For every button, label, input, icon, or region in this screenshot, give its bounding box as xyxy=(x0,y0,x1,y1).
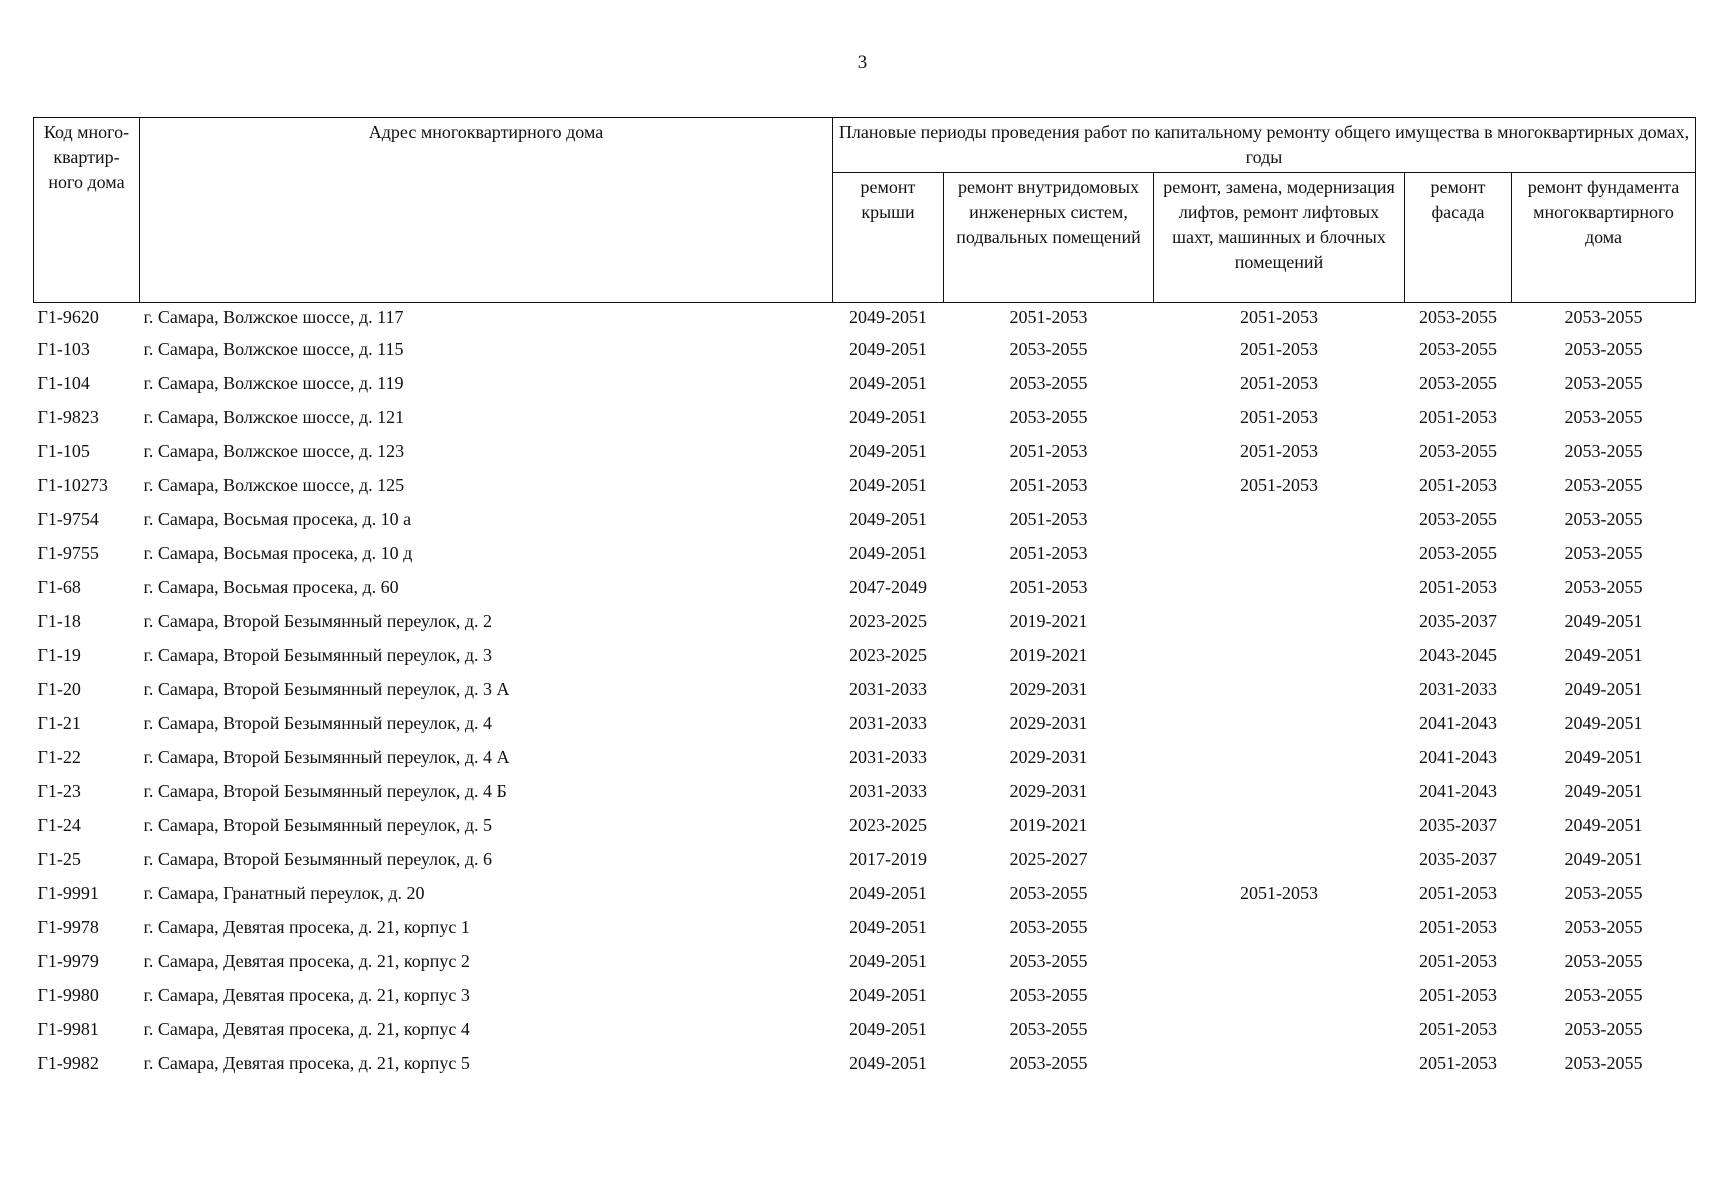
cell-address: г. Самара, Волжское шоссе, д. 125 xyxy=(143,475,405,495)
cell-roof: 2031-2033 xyxy=(849,679,927,699)
cell-facade: 2051-2053 xyxy=(1419,475,1497,495)
table-row xyxy=(34,507,1696,541)
cell-systems: 2029-2031 xyxy=(1009,747,1088,767)
cell-address: г. Самара, Девятая просека, д. 21, корпус 3 xyxy=(143,985,470,1005)
cell-lifts xyxy=(1154,507,1405,541)
cell-lifts: 2051-2053 xyxy=(1240,307,1318,327)
cell-lifts: 2051-2053 xyxy=(1240,373,1318,393)
cell-roof: 2049-2051 xyxy=(849,883,927,903)
header-address: Адрес многоквартирного дома xyxy=(140,118,833,303)
cell-address: г. Самара, Девятая просека, д. 21, корпус 2 xyxy=(143,951,470,971)
cell-address: г. Самара, Второй Безымянный переулок, д. 3 xyxy=(143,645,493,665)
cell-code: Г1-105 xyxy=(37,441,90,461)
cell-foundation: 2049-2051 xyxy=(1564,747,1643,767)
cell-facade: 2051-2053 xyxy=(1419,917,1497,937)
cell-facade: 2035-2037 xyxy=(1419,849,1497,869)
cell-code: Г1-24 xyxy=(37,815,81,835)
cell-address: г. Самара, Второй Безымянный переулок, д. 4 xyxy=(143,713,493,733)
cell-code: Г1-9982 xyxy=(37,1053,99,1073)
cell-roof: 2049-2051 xyxy=(849,509,927,529)
cell-roof: 2023-2025 xyxy=(849,645,927,665)
table-row xyxy=(34,473,1696,507)
table-row xyxy=(34,439,1696,473)
cell-roof: 2049-2051 xyxy=(849,407,927,427)
table-header xyxy=(34,118,1696,303)
cell-roof: 2049-2051 xyxy=(849,985,927,1005)
cell-facade: 2053-2055 xyxy=(1419,373,1497,393)
cell-roof: 2049-2051 xyxy=(849,951,927,971)
page-number: 3 xyxy=(857,52,868,73)
table-row xyxy=(34,303,1696,338)
cell-roof: 2049-2051 xyxy=(849,441,927,461)
cell-systems: 2053-2055 xyxy=(1009,883,1088,903)
cell-address: г. Самара, Второй Безымянный переулок, д. 6 xyxy=(143,849,493,869)
cell-systems: 2051-2053 xyxy=(1009,307,1088,327)
cell-code: Г1-68 xyxy=(37,577,81,597)
cell-systems: 2051-2053 xyxy=(1009,509,1088,529)
cell-systems: 2053-2055 xyxy=(1009,339,1088,359)
table-row xyxy=(34,745,1696,779)
table-row xyxy=(34,847,1696,881)
cell-code: Г1-9979 xyxy=(37,951,99,971)
cell-lifts: 2051-2053 xyxy=(1240,475,1318,495)
cell-systems: 2053-2055 xyxy=(1009,917,1088,937)
table-row xyxy=(34,1051,1696,1085)
cell-systems: 2019-2021 xyxy=(1009,611,1088,631)
cell-foundation: 2049-2051 xyxy=(1564,611,1643,631)
cell-foundation: 2049-2051 xyxy=(1564,679,1643,699)
cell-lifts xyxy=(1154,983,1405,1017)
cell-facade: 2035-2037 xyxy=(1419,611,1497,631)
cell-foundation: 2053-2055 xyxy=(1564,1053,1643,1073)
cell-address: г. Самара, Второй Безымянный переулок, д. 3 А xyxy=(143,679,510,699)
cell-foundation: 2053-2055 xyxy=(1564,951,1643,971)
cell-lifts xyxy=(1154,1017,1405,1051)
cell-facade: 2053-2055 xyxy=(1419,509,1497,529)
table-row xyxy=(34,609,1696,643)
cell-foundation: 2053-2055 xyxy=(1564,577,1643,597)
cell-code: Г1-9980 xyxy=(37,985,99,1005)
table-row xyxy=(34,405,1696,439)
cell-lifts xyxy=(1154,711,1405,745)
header-foundation: ремонт фундамента многоквартирного дома xyxy=(1512,173,1696,303)
cell-systems: 2025-2027 xyxy=(1009,849,1088,869)
table-body xyxy=(34,303,1696,1086)
header-roof: ремонт крыши xyxy=(833,173,944,303)
cell-lifts xyxy=(1154,575,1405,609)
cell-code: Г1-9754 xyxy=(37,509,99,529)
cell-systems: 2051-2053 xyxy=(1009,441,1088,461)
cell-systems: 2051-2053 xyxy=(1009,543,1088,563)
cell-foundation: 2053-2055 xyxy=(1564,543,1643,563)
cell-roof: 2049-2051 xyxy=(849,339,927,359)
cell-systems: 2053-2055 xyxy=(1009,407,1088,427)
cell-facade: 2051-2053 xyxy=(1419,577,1497,597)
cell-facade: 2053-2055 xyxy=(1419,339,1497,359)
table-row xyxy=(34,677,1696,711)
cell-lifts: 2051-2053 xyxy=(1240,339,1318,359)
cell-address: г. Самара, Волжское шоссе, д. 119 xyxy=(143,373,404,393)
cell-code: Г1-19 xyxy=(37,645,81,665)
cell-address: г. Самара, Восьмая просека, д. 10 а xyxy=(143,509,412,529)
cell-address: г. Самара, Волжское шоссе, д. 117 xyxy=(143,307,404,327)
cell-facade: 2051-2053 xyxy=(1419,1053,1497,1073)
table-row xyxy=(34,575,1696,609)
cell-systems: 2053-2055 xyxy=(1009,951,1088,971)
table-row xyxy=(34,779,1696,813)
cell-systems: 2053-2055 xyxy=(1009,985,1088,1005)
cell-facade: 2051-2053 xyxy=(1419,985,1497,1005)
cell-address: г. Самара, Второй Безымянный переулок, д. 4 Б xyxy=(143,781,507,801)
cell-code: Г1-103 xyxy=(37,339,90,359)
cell-systems: 2019-2021 xyxy=(1009,645,1088,665)
cell-address: г. Самара, Восьмая просека, д. 10 д xyxy=(143,543,413,563)
cell-address: г. Самара, Гранатный переулок, д. 20 xyxy=(143,883,425,903)
cell-lifts xyxy=(1154,677,1405,711)
cell-foundation: 2053-2055 xyxy=(1564,1019,1643,1039)
cell-foundation: 2053-2055 xyxy=(1564,917,1643,937)
cell-lifts xyxy=(1154,779,1405,813)
cell-foundation: 2049-2051 xyxy=(1564,645,1643,665)
cell-foundation: 2049-2051 xyxy=(1564,849,1643,869)
cell-roof: 2049-2051 xyxy=(849,373,927,393)
cell-facade: 2051-2053 xyxy=(1419,883,1497,903)
cell-systems: 2051-2053 xyxy=(1009,577,1088,597)
cell-code: Г1-9620 xyxy=(37,307,99,327)
cell-foundation: 2049-2051 xyxy=(1564,815,1643,835)
cell-roof: 2023-2025 xyxy=(849,611,927,631)
cell-address: г. Самара, Второй Безымянный переулок, д. 5 xyxy=(143,815,493,835)
cell-roof: 2049-2051 xyxy=(849,1053,927,1073)
cell-address: г. Самара, Девятая просека, д. 21, корпус 4 xyxy=(143,1019,470,1039)
cell-foundation: 2053-2055 xyxy=(1564,407,1643,427)
table-row xyxy=(34,983,1696,1017)
cell-address: г. Самара, Второй Безымянный переулок, д. 4 А xyxy=(143,747,510,767)
cell-facade: 2051-2053 xyxy=(1419,1019,1497,1039)
cell-lifts xyxy=(1154,813,1405,847)
cell-foundation: 2053-2055 xyxy=(1564,509,1643,529)
header-facade: ремонт фасада xyxy=(1405,173,1512,303)
cell-code: Г1-18 xyxy=(37,611,81,631)
cell-lifts xyxy=(1154,643,1405,677)
cell-facade: 2051-2053 xyxy=(1419,951,1497,971)
capital-repair-table xyxy=(33,117,1696,1085)
cell-facade: 2051-2053 xyxy=(1419,407,1497,427)
cell-address: г. Самара, Волжское шоссе, д. 123 xyxy=(143,441,405,461)
cell-lifts xyxy=(1154,541,1405,575)
cell-roof: 2049-2051 xyxy=(849,1019,927,1039)
cell-facade: 2043-2045 xyxy=(1419,645,1497,665)
cell-foundation: 2053-2055 xyxy=(1564,475,1643,495)
cell-code: Г1-10273 xyxy=(37,475,108,495)
table-row xyxy=(34,711,1696,745)
cell-systems: 2053-2055 xyxy=(1009,1053,1088,1073)
cell-foundation: 2053-2055 xyxy=(1564,307,1643,327)
cell-facade: 2041-2043 xyxy=(1419,713,1497,733)
table-row xyxy=(34,541,1696,575)
cell-lifts xyxy=(1154,609,1405,643)
cell-facade: 2041-2043 xyxy=(1419,747,1497,767)
cell-foundation: 2053-2055 xyxy=(1564,883,1643,903)
cell-code: Г1-23 xyxy=(37,781,81,801)
cell-systems: 2029-2031 xyxy=(1009,781,1088,801)
cell-code: Г1-9755 xyxy=(37,543,99,563)
cell-roof: 2031-2033 xyxy=(849,713,927,733)
cell-roof: 2047-2049 xyxy=(849,577,927,597)
cell-roof: 2031-2033 xyxy=(849,747,927,767)
cell-roof: 2017-2019 xyxy=(849,849,927,869)
cell-code: Г1-9823 xyxy=(37,407,99,427)
cell-code: Г1-9978 xyxy=(37,917,99,937)
table-row xyxy=(34,1017,1696,1051)
cell-address: г. Самара, Восьмая просека, д. 60 xyxy=(143,577,399,597)
table-row xyxy=(34,813,1696,847)
cell-facade: 2041-2043 xyxy=(1419,781,1497,801)
cell-systems: 2051-2053 xyxy=(1009,475,1088,495)
cell-systems: 2053-2055 xyxy=(1009,1019,1088,1039)
cell-foundation: 2053-2055 xyxy=(1564,339,1643,359)
cell-foundation: 2053-2055 xyxy=(1564,441,1643,461)
cell-roof: 2049-2051 xyxy=(849,543,927,563)
header-periods-group: Плановые периоды проведения работ по капитальному ремонту общего имущества в многоквартирных домах, годы xyxy=(833,118,1696,173)
cell-lifts xyxy=(1154,745,1405,779)
cell-code: Г1-104 xyxy=(37,373,90,393)
cell-address: г. Самара, Второй Безымянный переулок, д. 2 xyxy=(143,611,493,631)
cell-lifts xyxy=(1154,1051,1405,1085)
cell-roof: 2049-2051 xyxy=(849,475,927,495)
table-row xyxy=(34,949,1696,983)
cell-systems: 2019-2021 xyxy=(1009,815,1088,835)
header-systems: ремонт внутридомовых инженерных систем, подвальных помещений xyxy=(944,173,1154,303)
table-row xyxy=(34,915,1696,949)
cell-facade: 2053-2055 xyxy=(1419,441,1497,461)
cell-lifts: 2051-2053 xyxy=(1240,407,1318,427)
cell-roof: 2049-2051 xyxy=(849,307,927,327)
cell-facade: 2035-2037 xyxy=(1419,815,1497,835)
cell-systems: 2029-2031 xyxy=(1009,713,1088,733)
cell-code: Г1-9981 xyxy=(37,1019,99,1039)
cell-lifts: 2051-2053 xyxy=(1240,441,1318,461)
cell-roof: 2031-2033 xyxy=(849,781,927,801)
cell-foundation: 2049-2051 xyxy=(1564,781,1643,801)
cell-code: Г1-9991 xyxy=(37,883,99,903)
cell-facade: 2031-2033 xyxy=(1419,679,1497,699)
cell-foundation: 2049-2051 xyxy=(1564,713,1643,733)
table-row xyxy=(34,337,1696,371)
table-row xyxy=(34,643,1696,677)
header-lifts: ремонт, замена, модернизация лифтов, ремонт лифтовых шахт, машинных и блочных помещений xyxy=(1154,173,1405,303)
cell-code: Г1-21 xyxy=(37,713,81,733)
header-code: Код много- квартир- ного дома xyxy=(34,118,140,303)
cell-systems: 2053-2055 xyxy=(1009,373,1088,393)
cell-roof: 2049-2051 xyxy=(849,917,927,937)
cell-address: г. Самара, Волжское шоссе, д. 115 xyxy=(143,339,404,359)
cell-address: г. Самара, Волжское шоссе, д. 121 xyxy=(143,407,405,427)
cell-lifts xyxy=(1154,847,1405,881)
cell-foundation: 2053-2055 xyxy=(1564,985,1643,1005)
cell-lifts xyxy=(1154,949,1405,983)
cell-code: Г1-25 xyxy=(37,849,81,869)
cell-address: г. Самара, Девятая просека, д. 21, корпус 5 xyxy=(143,1053,470,1073)
cell-code: Г1-22 xyxy=(37,747,81,767)
cell-lifts xyxy=(1154,915,1405,949)
cell-facade: 2053-2055 xyxy=(1419,307,1497,327)
cell-code: Г1-20 xyxy=(37,679,81,699)
cell-lifts: 2051-2053 xyxy=(1240,883,1318,903)
cell-roof: 2023-2025 xyxy=(849,815,927,835)
cell-foundation: 2053-2055 xyxy=(1564,373,1643,393)
cell-facade: 2053-2055 xyxy=(1419,543,1497,563)
cell-address: г. Самара, Девятая просека, д. 21, корпус 1 xyxy=(143,917,470,937)
table-row xyxy=(34,881,1696,915)
table-row xyxy=(34,371,1696,405)
cell-systems: 2029-2031 xyxy=(1009,679,1088,699)
